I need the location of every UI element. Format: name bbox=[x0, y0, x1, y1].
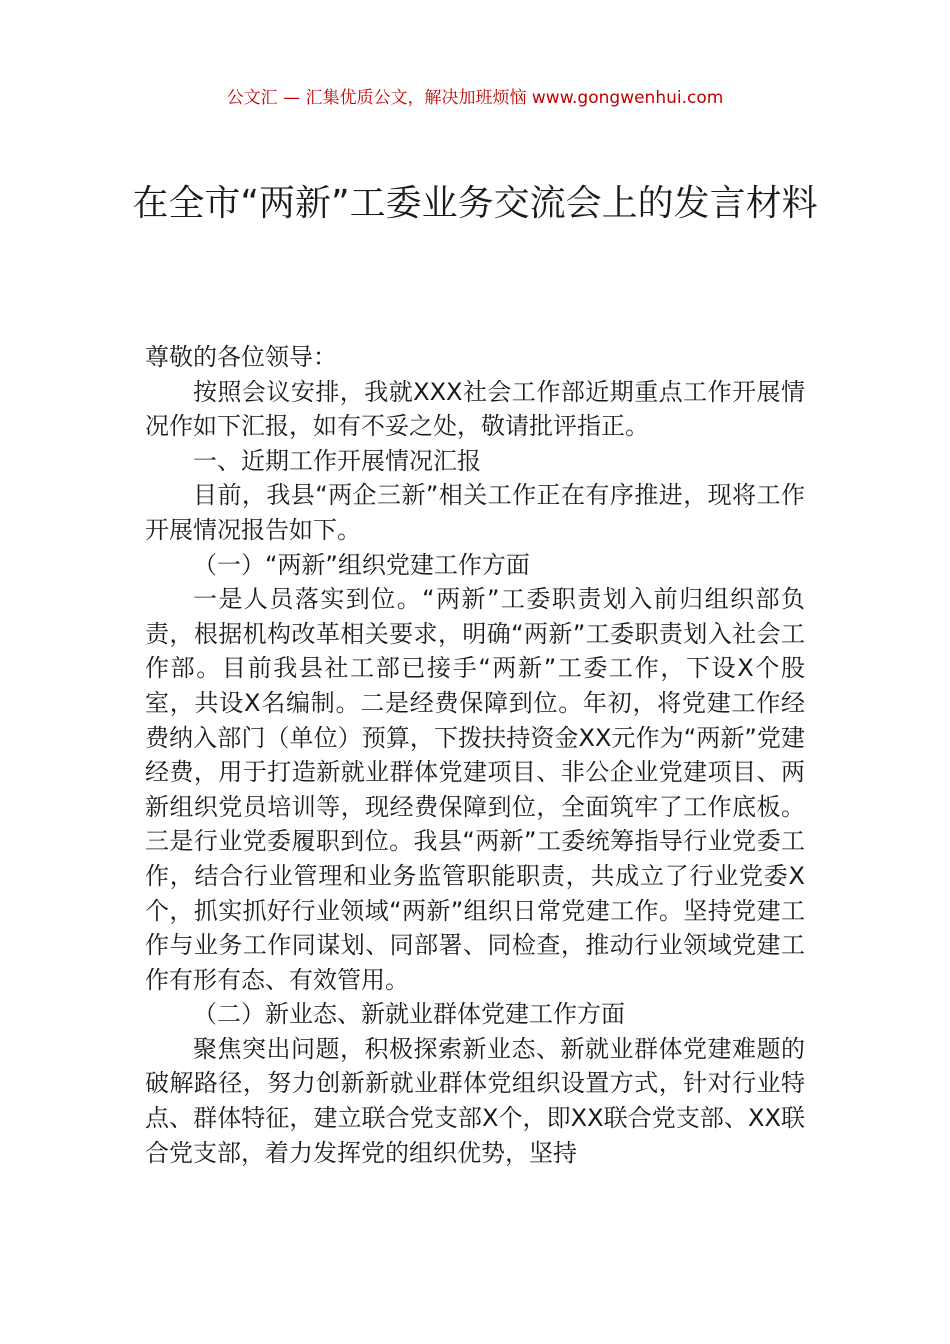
subsection-heading-1: （一）“两新”组织党建工作方面 bbox=[193, 550, 530, 579]
section-heading-1: 一、近期工作开展情况汇报 bbox=[193, 446, 481, 475]
salutation: 尊敬的各位领导： bbox=[145, 343, 337, 371]
document-title: 在全市“两新”工委业务交流会上的发言材料 bbox=[132, 183, 818, 224]
paragraph-intro: 按照会议安排，我就XXX社会工作部近期重点工作开展情况作如下汇报，如有不妥之处，敬请批评指正。 bbox=[145, 377, 805, 441]
document-body bbox=[145, 340, 805, 1170]
paragraph-party-building: 一是人员落实到位。“两新”工委职责划入前归组织部负责，根据机构改革相关要求，明确“两新”工委职责划入社会工作部。目前我县社工部已接手“两新”工委工作，下设X个股室，共设X名编制。二是经费保障到位。年初，将党建工作经费纳入部门（单位）预算，下拨扶持资金XX元作为“两新”党建经费，用于打造新就业群体党建项目、非公企业党建项目、两新组织党员培训等，现经费保障到位，全面筑牢了工作底板。三是行业党委履职到位。我县“两新”工委统筹指导行业党委工作，结合行业管理和业务监管职能职责，共成立了行业党委X个，抓实抓好行业领域“两新”组织日常党建工作。坚持党建工作与业务工作同谋划、同部署、同检查，推动行业领域党建工作有形有态、有效管用。 bbox=[145, 585, 805, 994]
paragraph-overview: 目前，我县“两企三新”相关工作正在有序推进，现将工作开展情况报告如下。 bbox=[145, 481, 805, 544]
paragraph-new-employment: 聚焦突出问题，积极探索新业态、新就业群体党建难题的破解路径，努力创新新就业群体党组织设置方式，针对行业特点、群体特征，建立联合党支部X个，即XX联合党支部、XX联合党支部，着力发挥党的组织优势，坚持 bbox=[145, 1034, 805, 1167]
header-banner[interactable]: 公文汇 — 汇集优质公文，解决加班烦恼 www.gongwenhui.com bbox=[226, 88, 724, 108]
subsection-heading-2: （二）新业态、新就业群体党建工作方面 bbox=[193, 1000, 625, 1029]
